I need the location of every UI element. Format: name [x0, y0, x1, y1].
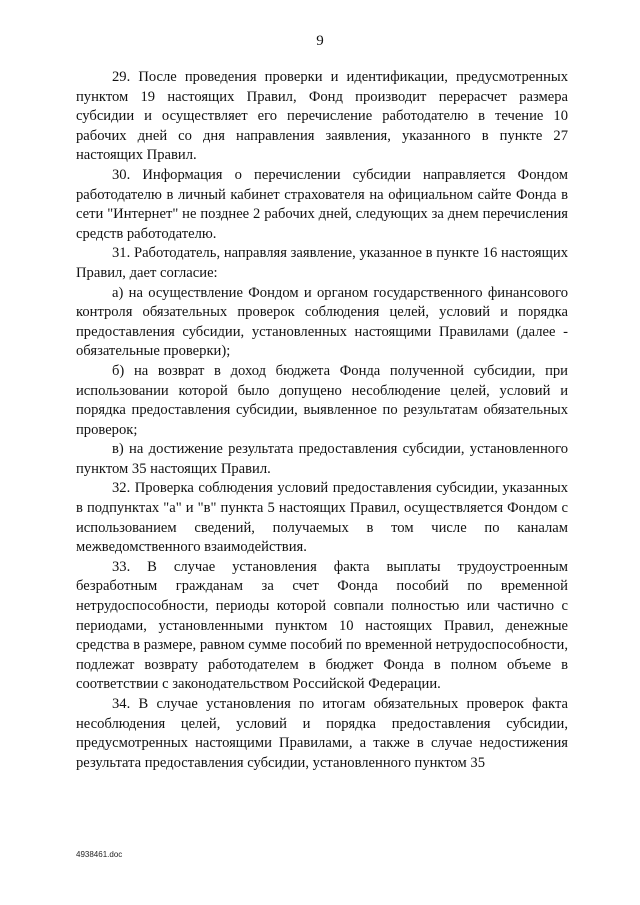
paragraph-29: 29. После проведения проверки и идентификации, предусмотренных пунктом 19 настоящих Правил, Фонд производит перерасчет размера субсидии и осуществляет его перечисление работодателю в течение 10 рабочих дней со дня направления заявления, указанного в пункте 27 настоящих Правил. [76, 69, 568, 164]
footer-filename: 4938461.doc [76, 850, 123, 859]
document-body [76, 68, 568, 773]
paragraph-30: 30. Информация о перечислении субсидии направляется Фондом работодателю в личный кабинет страхователя на официальном сайте Фонда в сети "Интернет" не позднее 2 рабочих дней, следующих за днем перечисления средств работодателю. [76, 166, 568, 242]
paragraph-34: 34. В случае установления по итогам обязательных проверок факта несоблюдения целей, условий и порядка предоставления субсидии, предусмотренных настоящими Правилами, а также в случае недостижения результата предоставления субсидии, установленного пунктом 35 [76, 696, 568, 771]
paragraph-33: 33. В случае установления факта выплаты трудоустроенным безработным гражданам за счет Фонда пособий по временной нетрудоспособности, периоды которой совпали полностью или частично с периодами, установленными пунктом 10 настоящих Правил, денежные средства в размере, равном сумме пособий по временной нетрудоспособности, подлежат возврату работодателем в бюджет Фонда в полном объеме в соответствии с законодательством Российской Федерации. [76, 558, 568, 693]
paragraph-31-a: а) на осуществление Фондом и органом государственного финансового контроля обязательных проверок соблюдения целей, условий и порядка предоставления субсидии, установленных настоящими Правилами (далее - обязательные проверки); [76, 284, 568, 360]
paragraph-31-v: в) на достижение результата предоставления субсидии, установленного пунктом 35 настоящих Правил. [76, 441, 568, 477]
paragraph-31-b: б) на возврат в доход бюджета Фонда полученной субсидии, при использовании которой было допущено несоблюдение целей, условий и порядка предоставления субсидии, выявленное по результатам обязательных проверок; [76, 362, 568, 438]
paragraph-32: 32. Проверка соблюдения условий предоставления субсидии, указанных в подпунктах "а" и "в" пункта 5 настоящих Правил, осуществляется Фондом с использованием сведений, получаемых в том числе по каналам межведомственного взаимодействия. [76, 480, 568, 556]
page-number: 9 [316, 33, 324, 49]
paragraph-31: 31. Работодатель, направляя заявление, указанное в пункте 16 настоящих Правил, дает согласие: [76, 245, 568, 281]
